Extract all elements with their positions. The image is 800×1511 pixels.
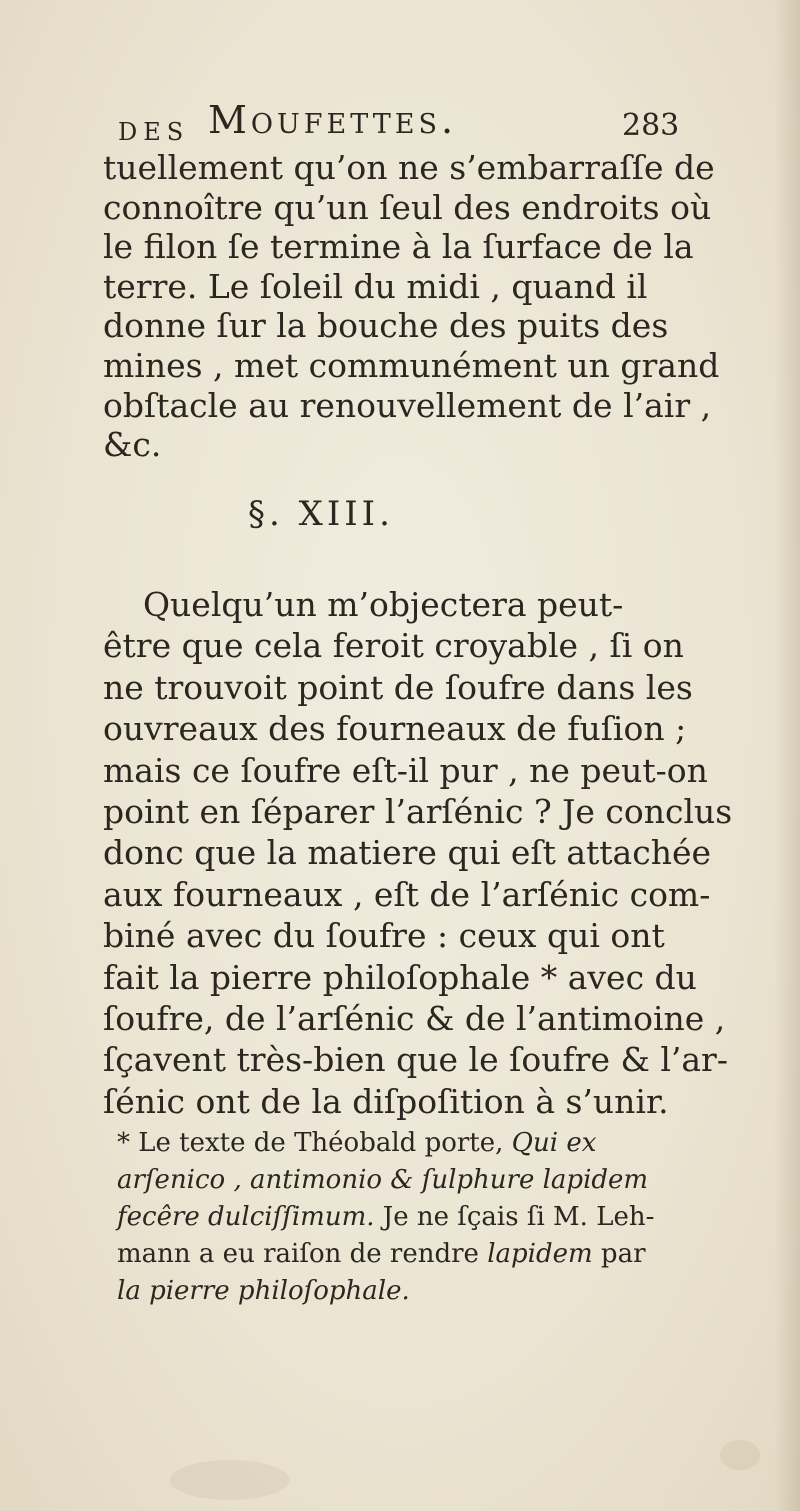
text-line: être que cela feroit croyable , ſi on	[103, 626, 684, 666]
text-line: tuellement qu’on ne s’embarraſſe de	[103, 148, 715, 187]
footnote-line	[117, 1125, 717, 1162]
text-line: &c.	[103, 425, 162, 465]
footnote-italic: Qui ex	[511, 1128, 597, 1158]
text-line: fait la pierre philoſophale * avec du	[103, 957, 697, 997]
section-heading: §. XIII.	[248, 494, 394, 534]
footnote-text: par	[600, 1239, 646, 1269]
footnote	[117, 1125, 717, 1310]
text-line: le filon ſe termine à la ſurface de la	[103, 227, 694, 267]
footnote-italic: arſenico , antimonio & ſulphure lapidem	[117, 1165, 649, 1195]
text-line: Quelqu’un m’objectera peut-	[143, 585, 624, 624]
text-line: point en ſéparer l’arſénic ? Je conclus	[103, 792, 733, 832]
paper-stain	[170, 1460, 290, 1500]
page-edge-shadow	[774, 0, 800, 1511]
footnote-italic: la pierre philoſophale.	[117, 1276, 410, 1306]
text-line: donne ſur la bouche des puits des	[103, 306, 669, 346]
paper-stain	[720, 1440, 760, 1470]
footnote-line	[117, 1199, 717, 1236]
footnote-line	[117, 1273, 717, 1310]
text-line: ſoufre, de l’arſénic & de l’antimoine ,	[103, 999, 726, 1039]
text-line: ouvreaux des fourneaux de fuſion ;	[103, 709, 687, 749]
text-line: ſénic ont de la diſpoſition à s’unir.	[103, 1081, 669, 1121]
footnote-text: * Le texte de Théobald porte,	[117, 1128, 504, 1158]
footnote-italic: fecêre dulciſſimum.	[117, 1202, 375, 1232]
page-number: 283	[622, 108, 680, 143]
text-line: obſtacle au renouvellement de l’air ,	[103, 385, 712, 425]
footnote-text: Je ne ſçais ſi M. Leh-	[382, 1202, 655, 1232]
text-line: donc que la matiere qui eſt attachée	[103, 833, 712, 873]
running-head	[118, 92, 678, 152]
paragraph-2	[103, 584, 733, 1122]
text-line: aux fourneaux , eſt de l’arſénic com-	[103, 874, 711, 914]
footnote-text: mann a eu raiſon de rendre	[117, 1239, 479, 1269]
running-head-title: Moufettes.	[208, 98, 458, 142]
text-line: biné avec du ſoufre : ceux qui ont	[103, 916, 665, 956]
footnote-line	[117, 1236, 717, 1273]
text-line: ſçavent très-bien que le ſoufre & l’ar-	[103, 1040, 728, 1080]
text-line: mines , met communément un grand	[103, 345, 720, 385]
footnote-line	[117, 1162, 717, 1199]
text-line: terre. Le ſoleil du midi , quand il	[103, 266, 648, 306]
running-head-prefix: DES	[118, 118, 190, 146]
footnote-italic: lapidem	[487, 1239, 593, 1269]
text-line: connoître qu’un ſeul des endroits où	[103, 187, 712, 227]
text-line: ne trouvoit point de ſoufre dans les	[103, 667, 693, 707]
text-line: mais ce ſoufre eſt-il pur , ne peut-on	[103, 750, 708, 790]
paragraph-1	[103, 148, 720, 465]
